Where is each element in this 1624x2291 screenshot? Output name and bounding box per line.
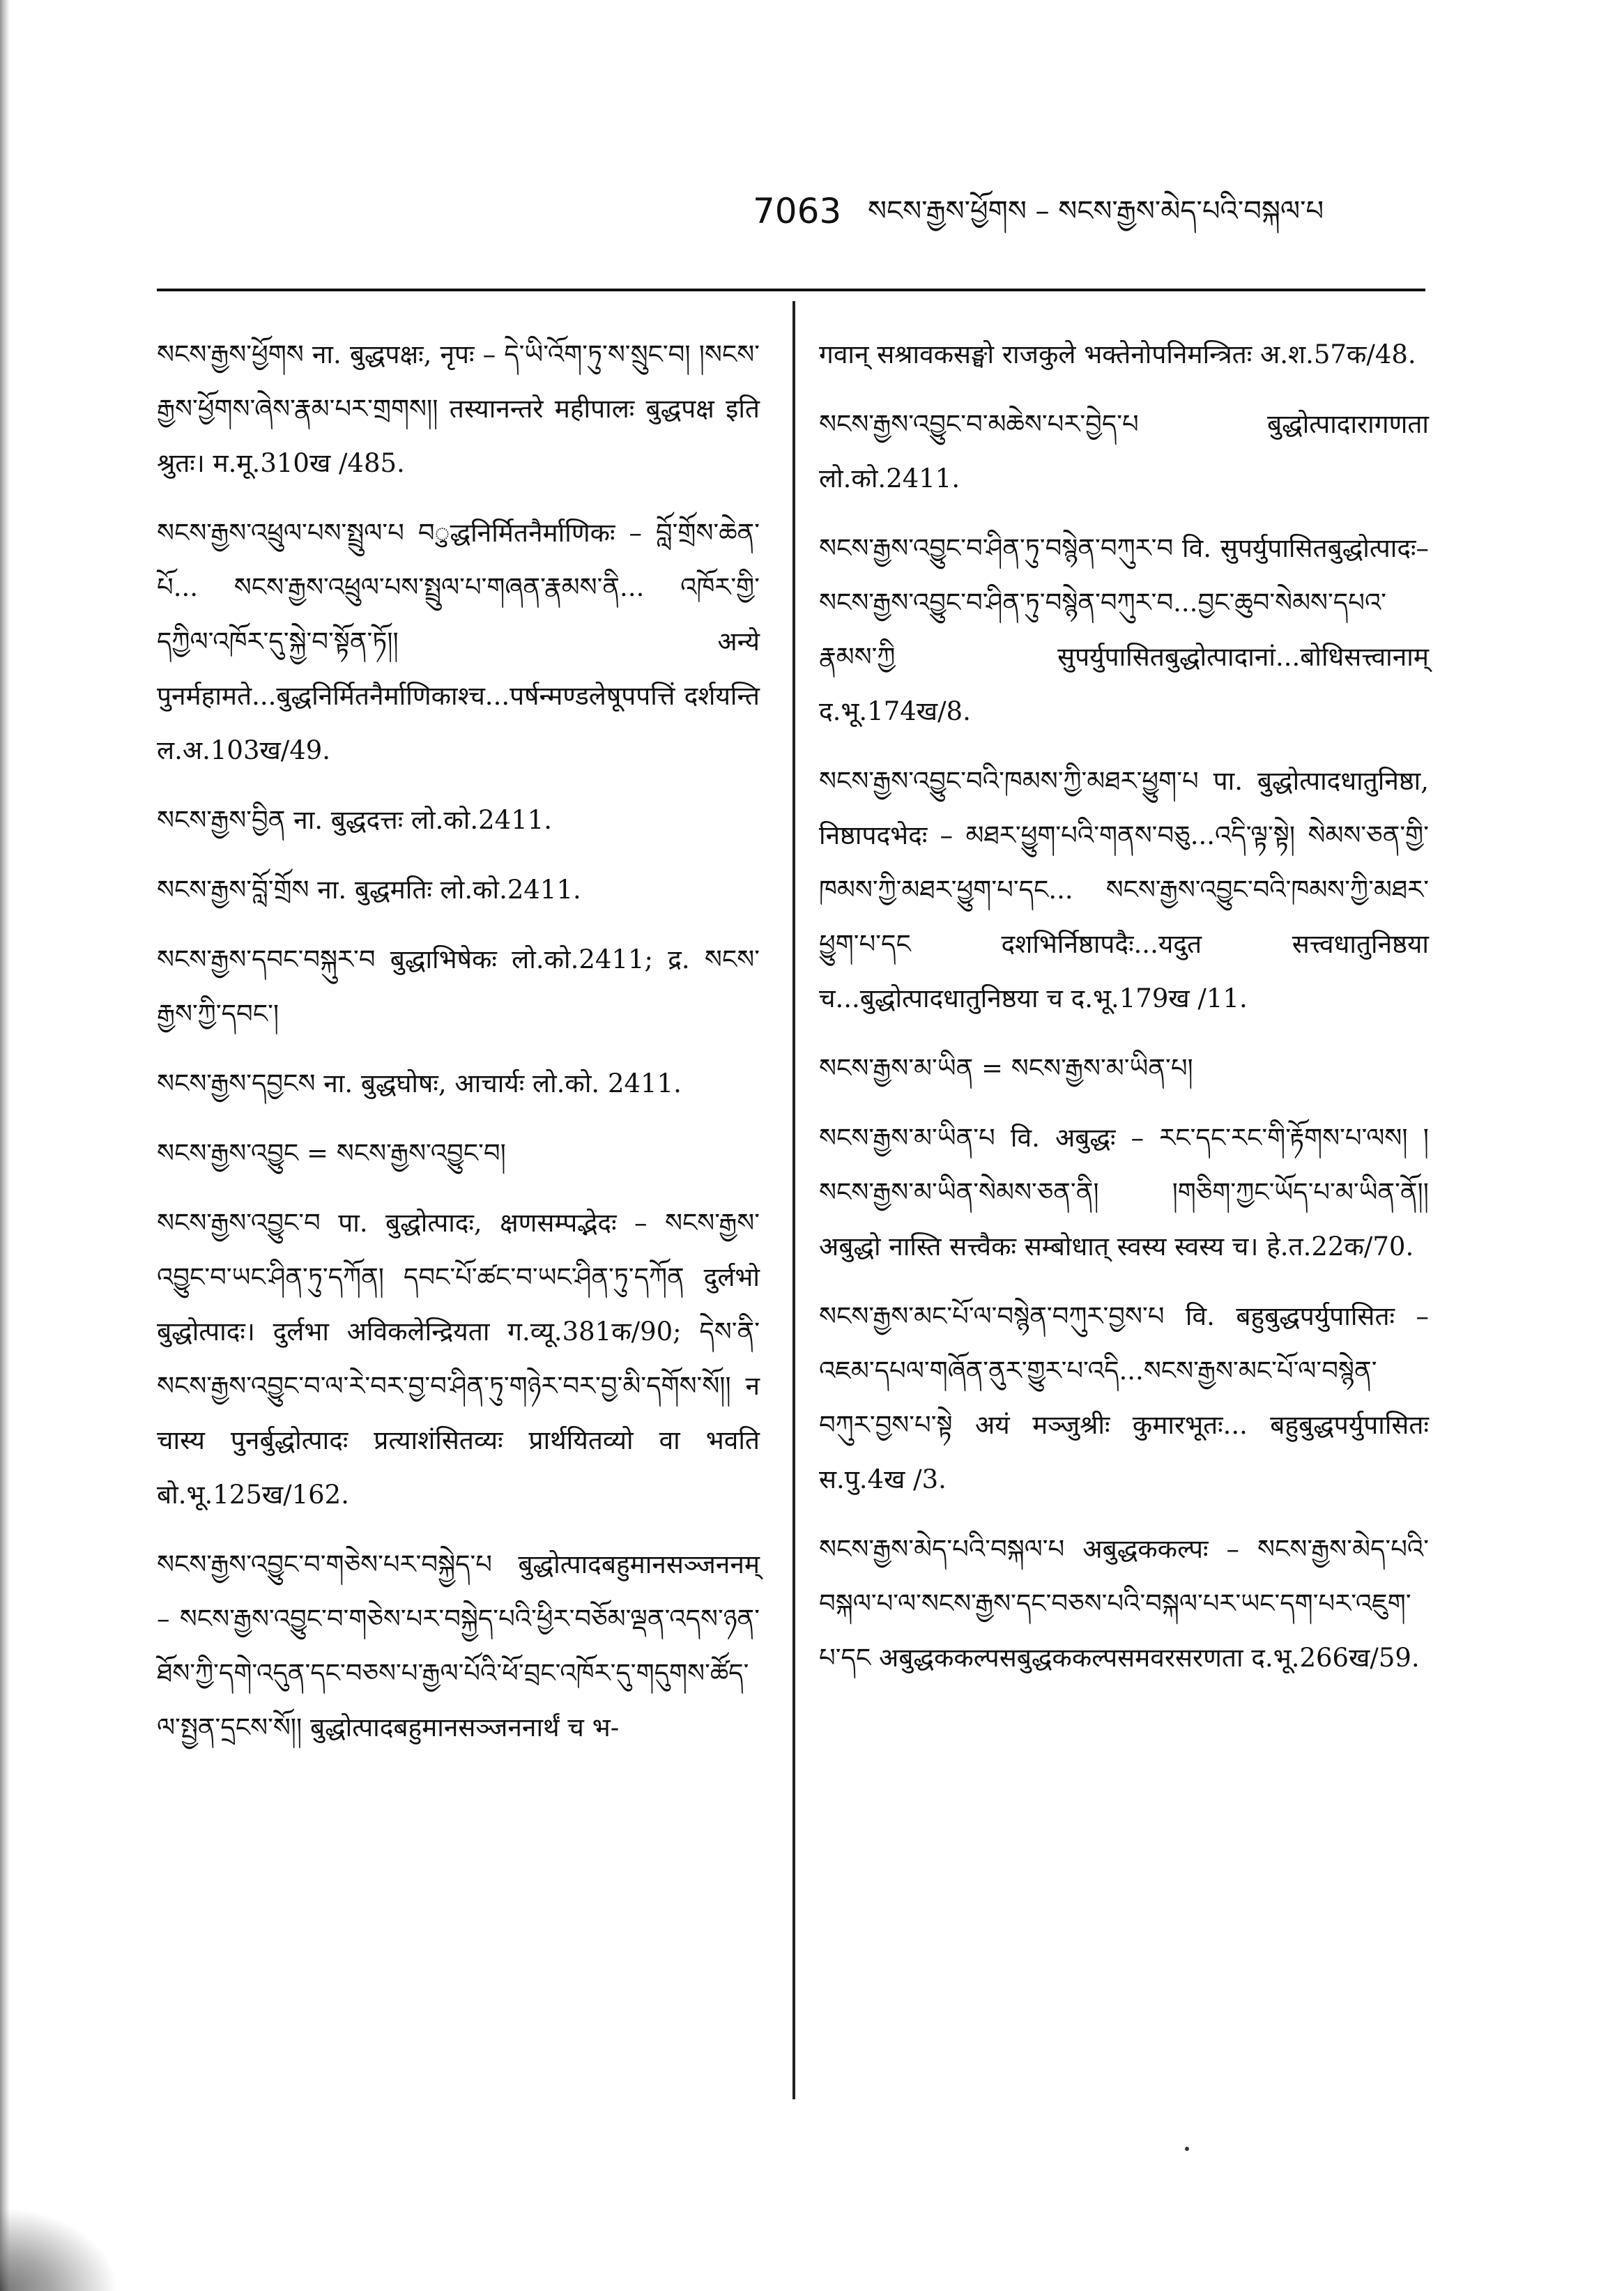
dictionary-entry (157, 1126, 760, 1181)
page-header (753, 187, 1422, 236)
entry-text: སངས་རྒྱས་འབྱུང་བ་གཅེས་པར་བསྐྱེད་པ बुद्धोत्पादबहुमानसञ्जननम् – སངས་རྒྱས་འབྱུང་བ་གཅེས་པར་བསྐྱེད་པའི་ཕྱིར་བཅོམ་ལྡན་འདས་ཉན་ཐོས་ཀྱི་དགེ་འདུན་དང་བཅས་པ་རྒྱལ་པོའི་ཕོ་བྲང་འཁོར་དུ་གདུགས་ཚོད་ལ་སྤྱན་དྲངས་སོ།། बुद्धोत्पादबहुमानसञ्जननार्थं च भ- (157, 1549, 760, 1742)
dictionary-entry (819, 328, 1429, 382)
entry-text: སངས་རྒྱས་བྱིན ना. बुद्धदत्तः लो.को.2411. (157, 805, 553, 835)
entry-text: སངས་རྒྱས་བློ་གྲོས ना. बुद्धमतिः लो.को.2411. (157, 875, 581, 905)
scan-corner-shadow (0, 2207, 118, 2291)
entry-text: སངས་རྒྱས་འབྱུང = སངས་རྒྱས་འབྱུང་བ། (157, 1138, 506, 1168)
dictionary-entry (157, 506, 760, 778)
dictionary-entry (819, 1289, 1429, 1507)
dictionary-entry (819, 754, 1429, 1026)
dictionary-entry (157, 933, 760, 1041)
dictionary-entry (157, 328, 760, 491)
right-column (819, 328, 1429, 1701)
dictionary-entry (157, 863, 760, 917)
running-head: སངས་རྒྱས་ཕྱོགས – སངས་རྒྱས་མེད་པའི་བསྐལ་པ (868, 195, 1324, 227)
entry-text: སངས་རྒྱས་དབྱངས ना. बुद्धघोषः, आचार्यः लो.को. 2411. (157, 1068, 682, 1098)
entry-text: སངས་རྒྱས་མང་པོ་ལ་བསྙེན་བཀུར་བྱས་པ वि. बहुबुद्धपर्युपासितः – འཇམ་དཔལ་གཞོན་ནུར་གྱུར་པ་འདི...སངས་རྒྱས་མང་པོ་ལ་བསྙེན་བཀུར་བྱས་པ་སྟེ अयं मञ्जुश्रीः कुमारभूतः... बहुबुद्धपर्युपासितः स.पु.4ख /3. (819, 1301, 1429, 1494)
dictionary-entry (157, 1538, 760, 1755)
left-column (157, 328, 760, 1770)
dictionary-entry (819, 397, 1429, 506)
dictionary-entry (819, 521, 1429, 739)
entry-text: སངས་རྒྱས་འབྱུང་བ་ཤིན་ཏུ་བསྙེན་བཀུར་བ वि. सुपर्युपासितबुद्धोत्पादः– སངས་རྒྱས་འབྱུང་བ་ཤིན་ཏུ་བསྙེན་བཀུར་བ...བྱང་ཆུབ་སེམས་དཔའ་རྣམས་ཀྱི सुपर्युपासितबुद्धोत्पादानां...बोधिसत्त्वानाम् द.भू.174ख/8. (819, 533, 1429, 726)
page-edge-shadow (0, 0, 10, 2291)
entry-text: སངས་རྒྱས་ཕྱོགས ना. बुद्धपक्षः, नृपः – དེ་ཡི་འོག་ཏུ་ས་སྲུང་བ། །སངས་རྒྱས་ཕྱོགས་ཞེས་རྣམ་པར་གྲགས།། तस्यानन्तरे महीपालः बुद्धपक्ष इति श्रुतः। म.मू.310ख /485. (157, 339, 760, 478)
entry-text: སངས་རྒྱས་འཕྲུལ་པས་སྤྲུལ་པ བुद्धनिर्मितनैर्माणिकः – བློ་གྲོས་ཆེན་པོ... སངས་རྒྱས་འཕྲུལ་པས་སྤྲུལ་པ་གཞན་རྣམས་ནི... འཁོར་གྱི་དཀྱིལ་འཁོར་དུ་སྐྱེ་བ་སྟོན་ཏོ།། अन्ये पुनर्महामते...बुद्धनिर्मितनैर्माणिकाश्च...पर्षन्मण्डलेषूपपत्तिं दर्शयन्ति ल.अ.103ख/49. (157, 518, 760, 765)
entry-text: སངས་རྒྱས་འབྱུང་བའི་ཁམས་ཀྱི་མཐར་ཕྱུག་པ पा. बुद्धोत्पादधातुनिष्ठा, निष्ठापदभेदः – མཐར་ཕྱུག་པའི་གནས་བཅུ...འདི་ལྟ་སྟེ། སེམས་ཅན་གྱི་ཁམས་ཀྱི་མཐར་ཕྱུག་པ་དང... སངས་རྒྱས་འབྱུང་བའི་ཁམས་ཀྱི་མཐར་ཕྱུག་པ་དང दशभिर्निष्ठापदैः...यदुत सत्त्वधातुनिष्ठया च...बुद्धोत्पादधातुनिष्ठया च द.भू.179ख /11. (819, 766, 1429, 1013)
entry-text: སངས་རྒྱས་འབྱུང་བ་མཆེས་པར་བྱེད་པ बुद्धोत्पादारागणता लो.को.2411. (819, 409, 1429, 493)
dictionary-entry (819, 1522, 1429, 1685)
header-rule (157, 289, 1425, 291)
dictionary-entry (819, 1111, 1429, 1274)
page-number: 7063 (753, 191, 842, 231)
scan-speck (1185, 2147, 1189, 2151)
dictionary-entry (157, 1057, 760, 1111)
dictionary-entry (157, 793, 760, 848)
entry-text: སངས་རྒྱས་དབང་བསྐུར་བ बुद्धाभिषेकः लो.को.2411; द्र. སངས་རྒྱས་ཀྱི་དབང་། (157, 944, 760, 1029)
dictionary-entry (819, 1041, 1429, 1096)
entry-text: སངས་རྒྱས་མེད་པའི་བསྐལ་པ अबुद्धककल्पः – སངས་རྒྱས་མེད་པའི་བསྐལ་པ་ལ་སངས་རྒྱས་དང་བཅས་པའི་བསྐལ་པར་ཡང་དག་པར་འཇུག་པ་དང अबुद्धककल्पसबुद्धककल्पसमवरसरणता द.भू.266ख/59. (819, 1534, 1429, 1673)
column-divider (792, 301, 795, 2099)
entry-text: गवान् सश्रावकसङ्घो राजकुले भक्तेनोपनिमन्त्रितः अ.श.57क/48. (819, 339, 1416, 369)
entry-text: སངས་རྒྱས་མ་ཡིན = སངས་རྒྱས་མ་ཡིན་པ། (819, 1053, 1193, 1083)
entry-text: སངས་རྒྱས་མ་ཡིན་པ वि. अबुद्धः – རང་དང་རང་གི་རྟོགས་པ་ལས། །སངས་རྒྱས་མ་ཡིན་སེམས་ཅན་ནི། །གཅིག་ཀྱང་ཡོད་པ་མ་ཡིན་ནོ།། अबुद्धो नास्ति सत्त्वैकः सम्बोधात् स्वस्य स्वस्य च। हे.त.22क/70. (819, 1123, 1429, 1262)
entry-text: སངས་རྒྱས་འབྱུང་བ पा. बुद्धोत्पादः, क्षणसम्पद्भेदः – སངས་རྒྱས་འབྱུང་བ་ཡང་ཤིན་ཏུ་དཀོན། དབང་པོ་ཚང་བ་ཡང་ཤིན་ཏུ་དཀོན दुर्लभो बुद्धोत्पादः। दुर्लभा अविकलेन्द्रियता ग.व्यू.381क/90; དེས་ནི་སངས་རྒྱས་འབྱུང་བ་ལ་རེ་བར་བྱ་བ་ཤིན་ཏུ་གཉེར་བར་བྱ་མི་དགོས་སོ།། न चास्य पुनर्बुद्धोत्पादः प्रत्याशंसितव्यः प्रार्थयितव्यो वा भवति बो.भू.125ख/162. (157, 1208, 760, 1510)
dictionary-entry (157, 1196, 760, 1522)
